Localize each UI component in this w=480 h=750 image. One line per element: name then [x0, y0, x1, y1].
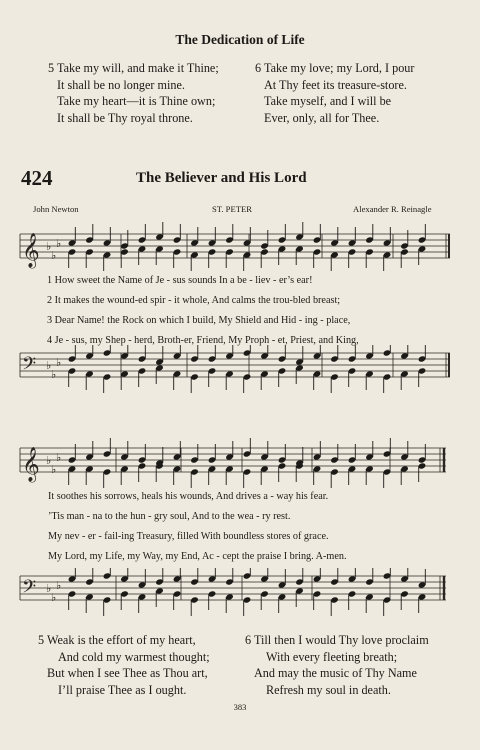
- verse-line: Till then I would Thy love proclaim: [254, 633, 429, 647]
- verse-number: 6: [255, 61, 262, 75]
- notes-system-1-treble: [46, 222, 426, 271]
- flat-icon: ♭: [51, 591, 57, 604]
- lyric-line: My Lord, my Life, my Way, my End, Ac - cept the praise I bring. A-men.: [48, 551, 347, 562]
- verse-number: 6: [245, 633, 252, 647]
- flat-icon: ♭: [56, 451, 62, 464]
- flat-icon: ♭: [46, 582, 52, 595]
- verse-line: And cold my warmest thought;: [58, 649, 210, 664]
- lyric-line: 2 It makes the wound-ed spir - it whole, And calms the trou-bled breast;: [47, 295, 341, 306]
- flat-icon: ♭: [56, 356, 62, 369]
- tune-name: ST. PETER: [212, 204, 252, 214]
- verse-line: Ever, only, all for Thee.: [264, 110, 380, 125]
- flat-icon: ♭: [51, 368, 57, 381]
- lyric-line: 3 Dear Name! the Rock on which I build, My Shield and Hid - ing - place,: [47, 315, 351, 326]
- treble-staff-2: [0, 438, 480, 488]
- verse-line: At Thy feet its treasure-store.: [264, 77, 407, 92]
- verse-number: 5: [38, 633, 45, 647]
- verse-line: It shall be no longer mine.: [57, 77, 185, 92]
- flat-icon: ♭: [56, 579, 62, 592]
- verse-line: Refresh my soul in death.: [266, 682, 391, 697]
- verse-line: Take my love; my Lord, I pour: [264, 61, 415, 75]
- verse-line: Take my will, and make it Thine;: [57, 61, 219, 75]
- treble-staff-1: [0, 222, 480, 278]
- flat-icon: ♭: [56, 237, 62, 250]
- composer-credit: Alexander R. Reinagle: [353, 204, 432, 214]
- verse-line: And may the music of Thy Name: [254, 666, 417, 681]
- hymn-title: The Believer and His Lord: [136, 170, 307, 186]
- verse-line: But when I see Thee as Thou art,: [47, 666, 208, 681]
- flat-icon: ♭: [46, 240, 52, 253]
- lyrics-system-2: [48, 487, 347, 567]
- verse-line: Take my heart—it is Thine own;: [57, 94, 216, 109]
- prev-verse-5: [48, 60, 219, 126]
- bass-clef-icon: 𝄢: [22, 354, 37, 379]
- notes-system-2-treble: [46, 438, 426, 488]
- verse-line: It shall be Thy royal throne.: [57, 110, 193, 125]
- treble-clef-icon: 𝄞: [22, 233, 40, 268]
- notes-system-1-bass: [46, 345, 426, 393]
- bass-staff-1: [0, 345, 480, 395]
- verse-number: 5: [48, 61, 55, 75]
- verse-line: Take myself, and I will be: [264, 94, 392, 109]
- verse-line: I’ll praise Thee as I ought.: [58, 682, 187, 697]
- flat-icon: ♭: [51, 249, 57, 262]
- bass-clef-icon: 𝄢: [22, 577, 37, 602]
- lyric-line: My nev - er - fail-ing Treasury, filled With boundless stores of grace.: [48, 531, 329, 542]
- verse-line: With every fleeting breath;: [266, 649, 398, 664]
- lyric-line: 1 How sweet the Name of Je - sus sounds In a be - liev - er’s ear!: [47, 275, 313, 286]
- flat-icon: ♭: [46, 454, 52, 467]
- verse-6: [245, 632, 429, 698]
- bass-staff-2: [0, 568, 480, 618]
- page-number: 383: [233, 702, 247, 712]
- lyric-line: It soothes his sorrows, heals his wounds, And drives a - way his fear.: [48, 491, 329, 502]
- lyric-line: 4 Je - sus, my Shep - herd, Broth-er, Friend, My Proph - et, Priest, and King,: [47, 335, 359, 346]
- notes-system-2-bass: [46, 568, 426, 616]
- running-title: The Dedication of Life: [175, 32, 305, 47]
- flat-icon: ♭: [46, 359, 52, 372]
- prev-verse-6: [255, 60, 415, 126]
- flat-icon: ♭: [51, 463, 57, 476]
- lyrics-system-1: [47, 271, 359, 351]
- author-credit: John Newton: [33, 204, 79, 214]
- treble-clef-icon: 𝄞: [22, 447, 40, 482]
- verse-line: Weak is the effort of my heart,: [47, 633, 196, 647]
- lyric-line: ’Tis man - na to the hun - gry soul, And to the wea - ry rest.: [48, 511, 291, 522]
- verse-5: [38, 632, 210, 698]
- hymn-number: 424: [21, 166, 53, 190]
